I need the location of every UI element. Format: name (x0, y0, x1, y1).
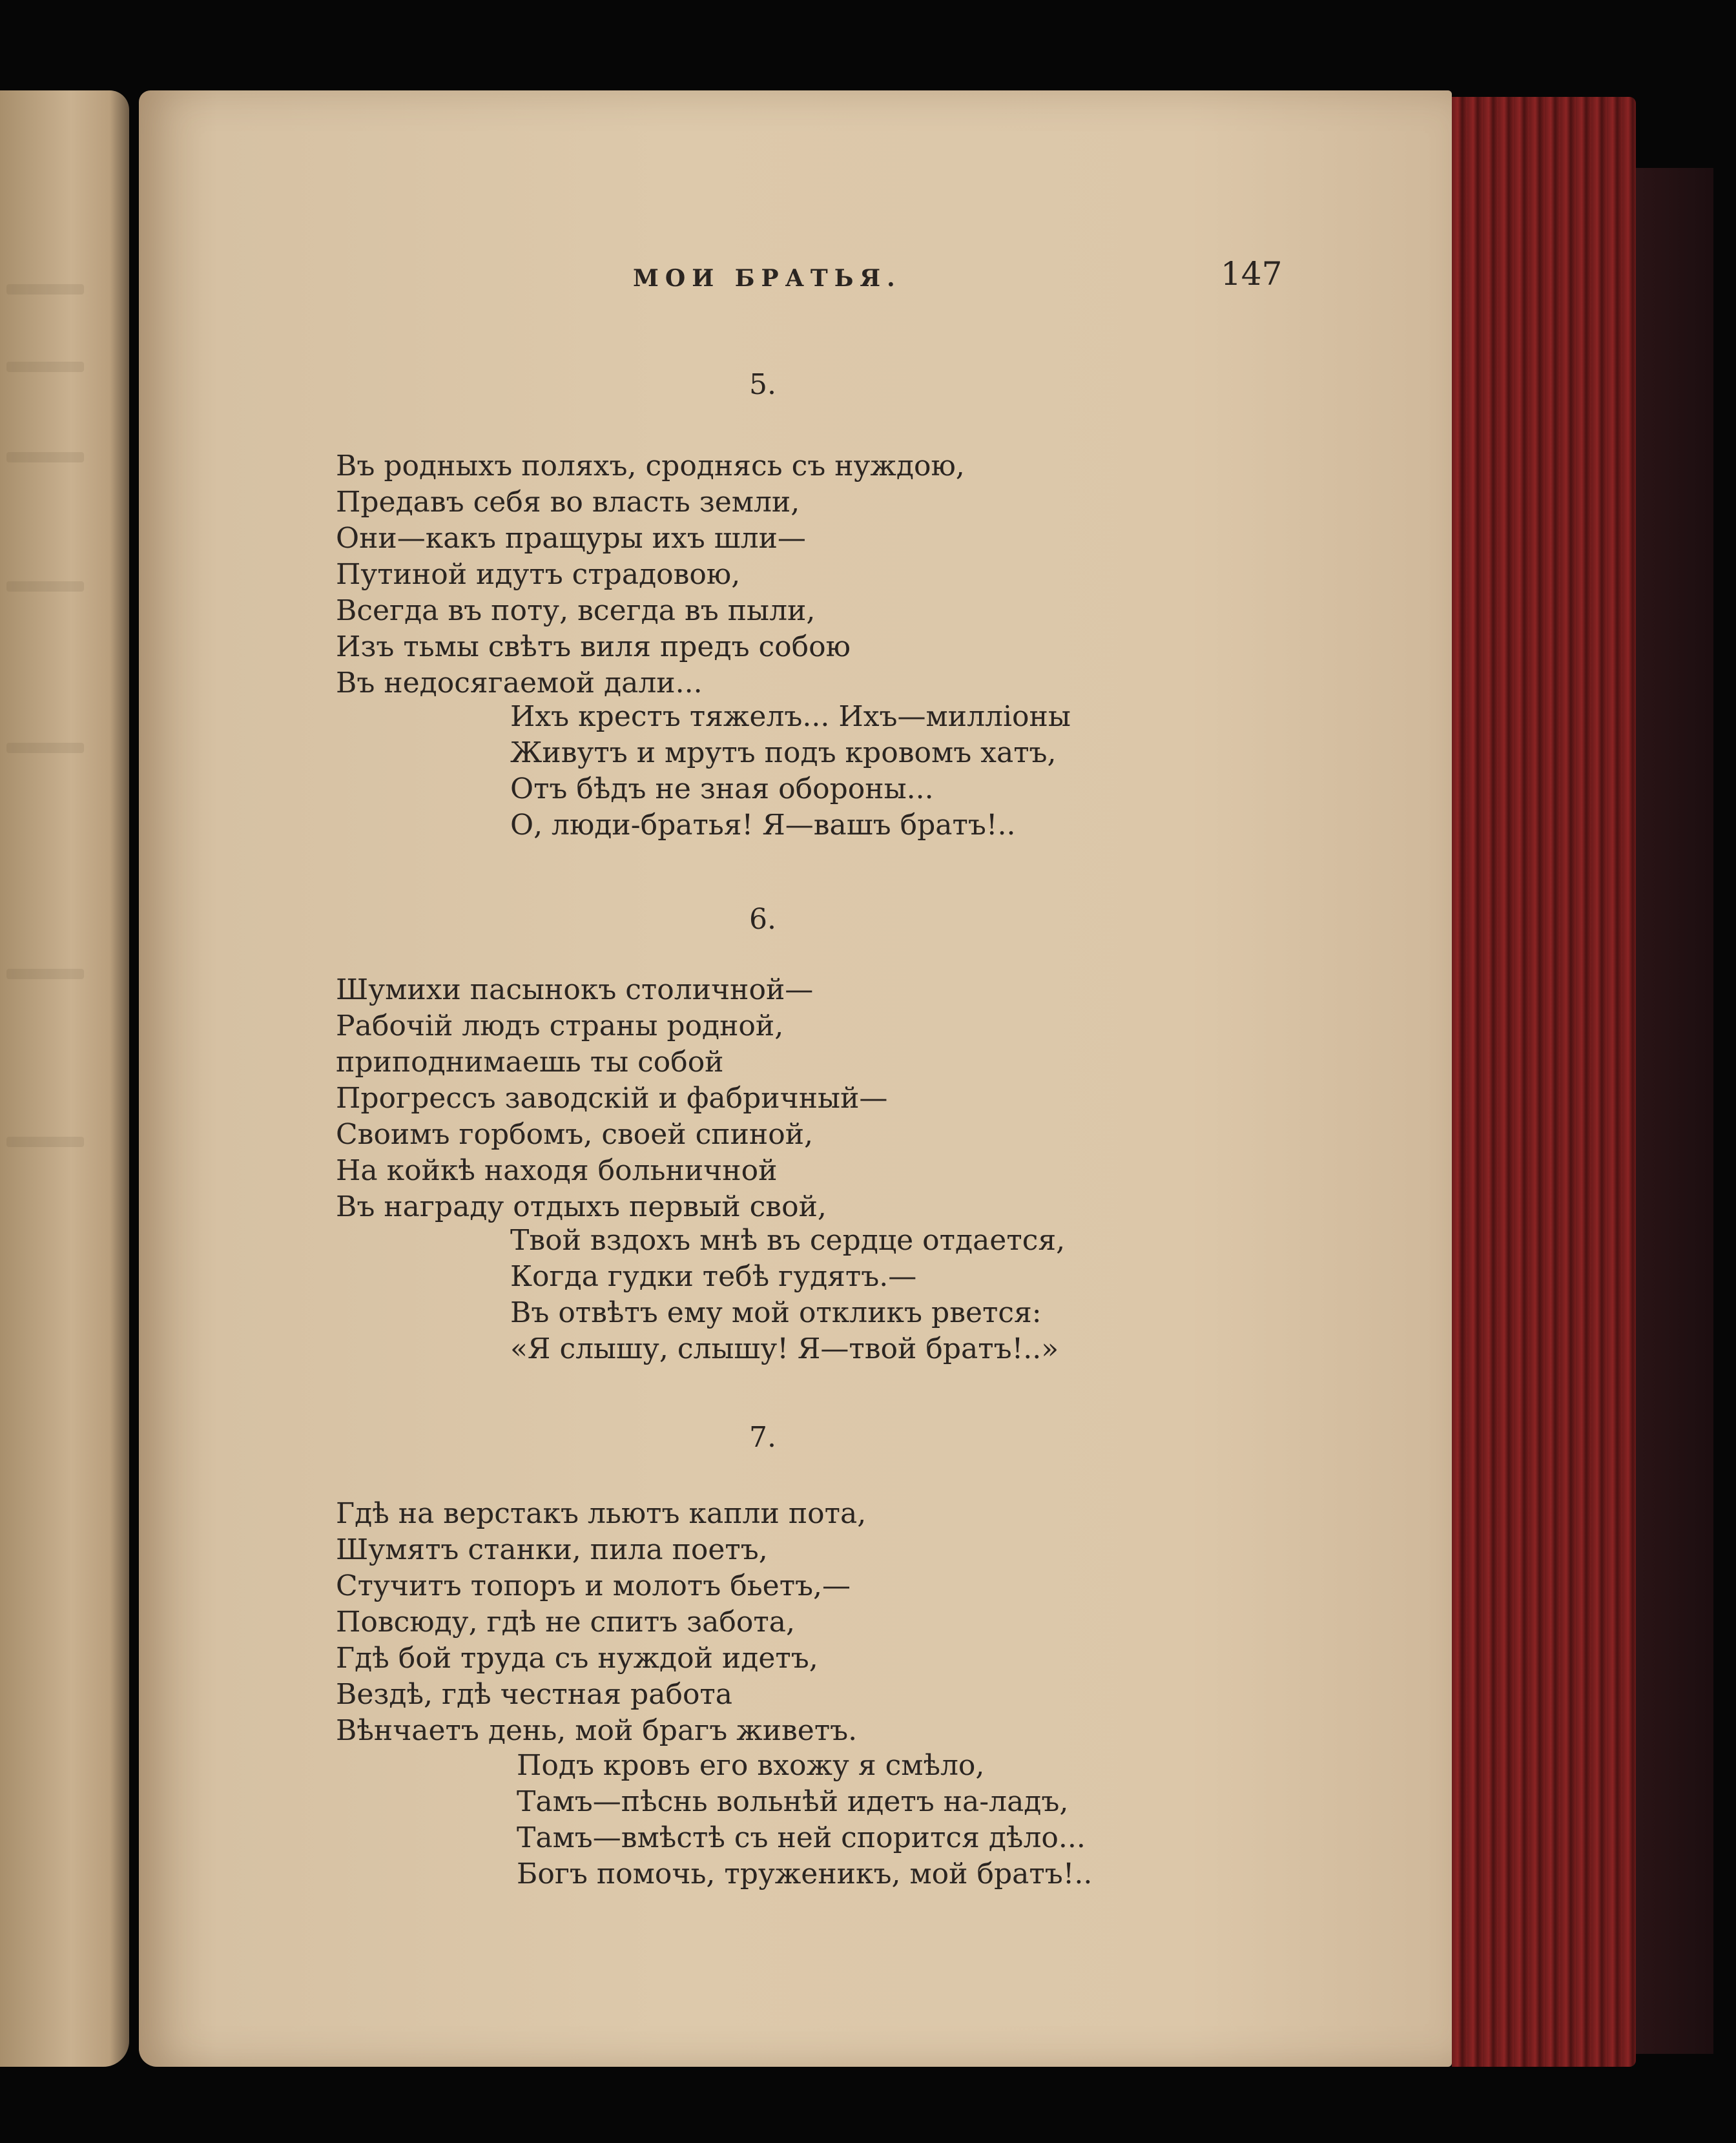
poem-line-indented: Подъ кровъ его вхожу я смѣло, (517, 1749, 985, 1782)
bleed-through-mark (6, 362, 84, 372)
running-title: МОИ БРАТЬЯ. (633, 265, 902, 292)
poem-line: Шумятъ станки, пила поетъ, (336, 1533, 768, 1566)
poem-line-indented: Тамъ—пѣснь вольнѣй идетъ на-ладъ, (517, 1785, 1069, 1818)
page-edges (1452, 97, 1636, 2067)
bleed-through-mark (6, 284, 84, 295)
bleed-through-mark (6, 969, 84, 979)
bleed-through-mark (6, 1137, 84, 1147)
poem-line: Стучитъ топоръ и молотъ бьетъ,— (336, 1569, 851, 1602)
poem-line: Повсюду, гдѣ не спитъ забота, (336, 1606, 795, 1639)
poem-line: Гдѣ бой труда съ нуждой идетъ, (336, 1642, 818, 1675)
bleed-through-mark (6, 743, 84, 753)
poem-line: Прогрессъ заводскій и фабричный— (336, 1082, 888, 1115)
poem-line-indented: О, люди-братья! Я—вашъ братъ!.. (510, 809, 1016, 842)
poem-line: Въ награду отдыхъ первый свой, (336, 1190, 827, 1223)
bleed-through-mark (6, 452, 84, 462)
poem-line: Рабочій людъ страны родной, (336, 1009, 784, 1042)
page-number: 147 (1221, 255, 1283, 293)
poem-line: Вездѣ, гдѣ честная работа (336, 1678, 733, 1711)
poem-line: Всегда въ поту, всегда въ пыли, (336, 594, 816, 627)
poem-line: Они—какъ пращуры ихъ шли— (336, 522, 806, 555)
poem-line-indented: Въ отвѣтъ ему мой откликъ рвется: (510, 1296, 1042, 1329)
poem-line: На койкѣ находя больничной (336, 1154, 778, 1187)
bleed-through-mark (6, 581, 84, 592)
poem-line: Путиной идутъ страдовою, (336, 558, 741, 591)
poem-line: Вѣнчаетъ день, мой брагъ живетъ. (336, 1714, 858, 1747)
poem-line-indented: Твой вздохъ мнѣ въ сердце отдается, (510, 1224, 1066, 1257)
poem-line: Предавъ себя во власть земли, (336, 486, 800, 519)
book-spine (1636, 168, 1713, 2054)
poem-line-indented: Когда гудки тебѣ гудятъ.— (510, 1260, 917, 1293)
stanza-number: 7. (749, 1421, 776, 1454)
poem-line-indented: Богъ помочь, труженикъ, мой братъ!.. (517, 1858, 1093, 1890)
poem-line-indented: Отъ бѣдъ не зная обороны... (510, 772, 934, 805)
poem-line-indented: Ихъ крестъ тяжелъ... Ихъ—милліоны (510, 700, 1071, 733)
poem-line-indented: Живутъ и мрутъ подъ кровомъ хатъ, (510, 736, 1057, 769)
poem-line: приподнимаешь ты собой (336, 1046, 724, 1079)
poem-line: Шумихи пасынокъ столичной— (336, 973, 814, 1006)
left-page-edge (0, 90, 129, 2067)
poem-line: Гдѣ на верстакъ льютъ капли пота, (336, 1497, 867, 1530)
stanza-number: 5. (749, 368, 776, 401)
poem-line: Своимъ горбомъ, своей спиной, (336, 1118, 814, 1151)
poem-line-indented: Тамъ—вмѣстѣ съ ней спорится дѣло... (517, 1821, 1086, 1854)
poem-line: Въ родныхъ поляхъ, сроднясь съ нуждою, (336, 450, 965, 482)
poem-line: Изъ тьмы свѣтъ виля предъ собою (336, 630, 851, 663)
poem-line: Въ недосягаемой дали... (336, 667, 703, 699)
poem-line-indented: «Я слышу, слышу! Я—твой братъ!..» (510, 1332, 1059, 1365)
stanza-number: 6. (749, 903, 776, 936)
